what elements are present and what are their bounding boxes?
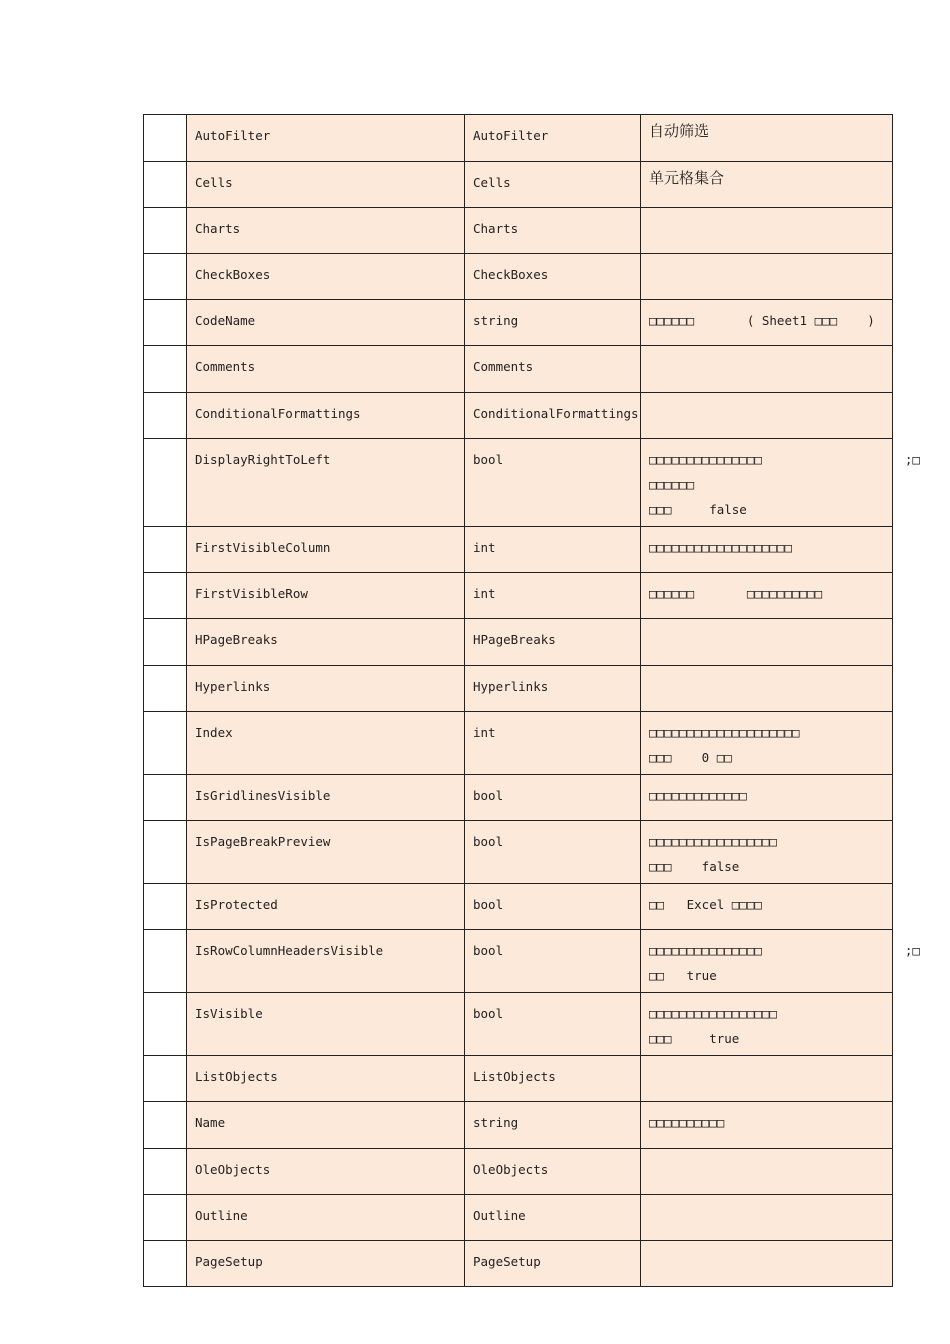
property-type-cell: Outline — [465, 1195, 641, 1241]
property-type-cell: Comments — [465, 346, 641, 393]
row-index-cell — [144, 527, 187, 573]
property-name-cell: IsProtected — [187, 884, 465, 930]
row-index-cell — [144, 254, 187, 300]
row-index-cell — [144, 1149, 187, 1195]
row-index-cell — [144, 393, 187, 439]
row-index-cell — [144, 619, 187, 666]
row-index-cell — [144, 162, 187, 208]
property-type-cell: ConditionalFormattings — [465, 393, 641, 439]
property-type-cell: bool — [465, 930, 641, 993]
property-type-cell: bool — [465, 884, 641, 930]
property-name-cell: Index — [187, 712, 465, 775]
table-row — [144, 775, 893, 821]
description-line: □□□□□□□□□□□□□ — [649, 788, 747, 803]
property-type-cell: int — [465, 573, 641, 619]
property-type-cell: string — [465, 300, 641, 346]
property-description-cell — [641, 439, 920, 527]
row-index-cell — [144, 712, 187, 775]
property-name-cell: CodeName — [187, 300, 465, 346]
property-description-cell — [641, 1195, 893, 1241]
table-row — [144, 1056, 893, 1102]
description-line: □□□□□□□□□□ — [649, 1115, 725, 1130]
table-row — [144, 619, 893, 666]
property-name-cell: Cells — [187, 162, 465, 208]
row-index-cell — [144, 115, 187, 162]
property-description-cell — [641, 115, 893, 162]
description-line: □□□□□□ — [649, 477, 695, 492]
table-row — [144, 439, 893, 527]
table-row — [144, 208, 893, 254]
table-row — [144, 993, 893, 1056]
row-index-cell — [144, 1102, 187, 1149]
property-type-cell: Hyperlinks — [465, 666, 641, 712]
description-line: □□□ false — [649, 502, 747, 517]
table-row — [144, 254, 893, 300]
property-description-cell — [641, 821, 893, 884]
property-name-cell: ConditionalFormattings — [187, 393, 465, 439]
row-index-cell — [144, 208, 187, 254]
property-description-cell — [641, 1056, 893, 1102]
table-row — [144, 573, 893, 619]
property-type-cell: OleObjects — [465, 1149, 641, 1195]
property-name-cell: Charts — [187, 208, 465, 254]
property-type-cell: ListObjects — [465, 1056, 641, 1102]
property-type-cell: PageSetup — [465, 1241, 641, 1287]
property-description-cell — [641, 619, 893, 666]
table-row — [144, 821, 893, 884]
description-line: □□□□□□ □□□□□□□□□□ — [649, 586, 823, 601]
property-type-cell: HPageBreaks — [465, 619, 641, 666]
description-line: □□□□□□□□□□□□□□□□□□□ — [649, 540, 792, 555]
property-description-cell — [641, 1149, 893, 1195]
property-description-cell — [641, 393, 893, 439]
table-row — [144, 884, 893, 930]
property-description-cell — [641, 1241, 893, 1287]
property-name-cell: IsVisible — [187, 993, 465, 1056]
property-type-cell: bool — [465, 993, 641, 1056]
property-type-cell: Cells — [465, 162, 641, 208]
description-line: □□ Excel □□□□ — [649, 897, 762, 912]
property-name-cell: AutoFilter — [187, 115, 465, 162]
property-description-cell — [641, 162, 893, 208]
property-name-cell: CheckBoxes — [187, 254, 465, 300]
row-index-cell — [144, 930, 187, 993]
row-index-cell — [144, 1056, 187, 1102]
property-name-cell: IsGridlinesVisible — [187, 775, 465, 821]
property-type-cell: CheckBoxes — [465, 254, 641, 300]
row-index-cell — [144, 346, 187, 393]
table-row — [144, 1149, 893, 1195]
row-index-cell — [144, 775, 187, 821]
properties-table-body — [144, 115, 920, 1287]
property-name-cell: OleObjects — [187, 1149, 465, 1195]
property-description-cell — [641, 527, 893, 573]
description-line: □□□□□□□□□□□□□□□□□ — [649, 834, 777, 849]
row-index-cell — [144, 573, 187, 619]
property-type-cell: bool — [465, 439, 641, 527]
property-name-cell: DisplayRightToLeft — [187, 439, 465, 527]
property-name-cell: PageSetup — [187, 1241, 465, 1287]
row-index-cell — [144, 666, 187, 712]
row-index-cell — [144, 439, 187, 527]
property-type-cell: string — [465, 1102, 641, 1149]
property-name-cell: IsRowColumnHeadersVisible — [187, 930, 465, 993]
table-row — [144, 393, 893, 439]
property-description-cell — [641, 300, 893, 346]
property-name-cell: Name — [187, 1102, 465, 1149]
property-type-cell: int — [465, 712, 641, 775]
property-description-cell — [641, 1102, 893, 1149]
row-index-cell — [144, 993, 187, 1056]
table-row — [144, 666, 893, 712]
property-description-cell — [641, 666, 893, 712]
description-line: 单元格集合 — [649, 169, 725, 187]
property-type-cell: bool — [465, 775, 641, 821]
table-row — [144, 527, 893, 573]
description-line: 自动筛选 — [649, 122, 710, 140]
table-row — [144, 346, 893, 393]
row-index-cell — [144, 821, 187, 884]
property-type-cell: int — [465, 527, 641, 573]
property-description-cell — [641, 930, 920, 993]
property-name-cell: FirstVisibleRow — [187, 573, 465, 619]
description-line: □□□□□□ ( Sheet1 □□□ ) — [649, 313, 875, 328]
property-type-cell: Charts — [465, 208, 641, 254]
description-line: □□□□□□□□□□□□□□□□□ — [649, 1006, 777, 1021]
property-description-cell — [641, 346, 893, 393]
description-line: □□□ 0 □□ — [649, 750, 732, 765]
table-row — [144, 115, 893, 162]
property-name-cell: ListObjects — [187, 1056, 465, 1102]
property-name-cell: HPageBreaks — [187, 619, 465, 666]
table-row — [144, 1102, 893, 1149]
table-row — [144, 162, 893, 208]
property-description-cell — [641, 712, 893, 775]
table-row — [144, 1195, 893, 1241]
property-description-cell — [641, 993, 893, 1056]
row-index-cell — [144, 300, 187, 346]
property-description-cell — [641, 254, 893, 300]
property-description-cell — [641, 884, 893, 930]
property-name-cell: FirstVisibleColumn — [187, 527, 465, 573]
description-line: □□□□□□□□□□□□□□□□□□□□ — [649, 725, 800, 740]
row-index-cell — [144, 1241, 187, 1287]
property-name-cell: Outline — [187, 1195, 465, 1241]
row-index-cell — [144, 1195, 187, 1241]
description-line: □□□ false — [649, 859, 740, 874]
table-row — [144, 1241, 893, 1287]
description-line: □□ true — [649, 968, 717, 983]
table-row — [144, 930, 893, 993]
table-row — [144, 712, 893, 775]
property-type-cell: bool — [465, 821, 641, 884]
property-name-cell: IsPageBreakPreview — [187, 821, 465, 884]
property-description-cell — [641, 208, 893, 254]
property-name-cell: Hyperlinks — [187, 666, 465, 712]
row-index-cell — [144, 884, 187, 930]
description-line: □□□ true — [649, 1031, 740, 1046]
table-row — [144, 300, 893, 346]
property-description-cell — [641, 573, 893, 619]
description-line: □□□□□□□□□□□□□□□ ;□ — [649, 452, 920, 467]
properties-table — [143, 114, 920, 1287]
property-name-cell: Comments — [187, 346, 465, 393]
description-line: □□□□□□□□□□□□□□□ ;□ — [649, 943, 920, 958]
property-description-cell — [641, 775, 893, 821]
property-type-cell: AutoFilter — [465, 115, 641, 162]
